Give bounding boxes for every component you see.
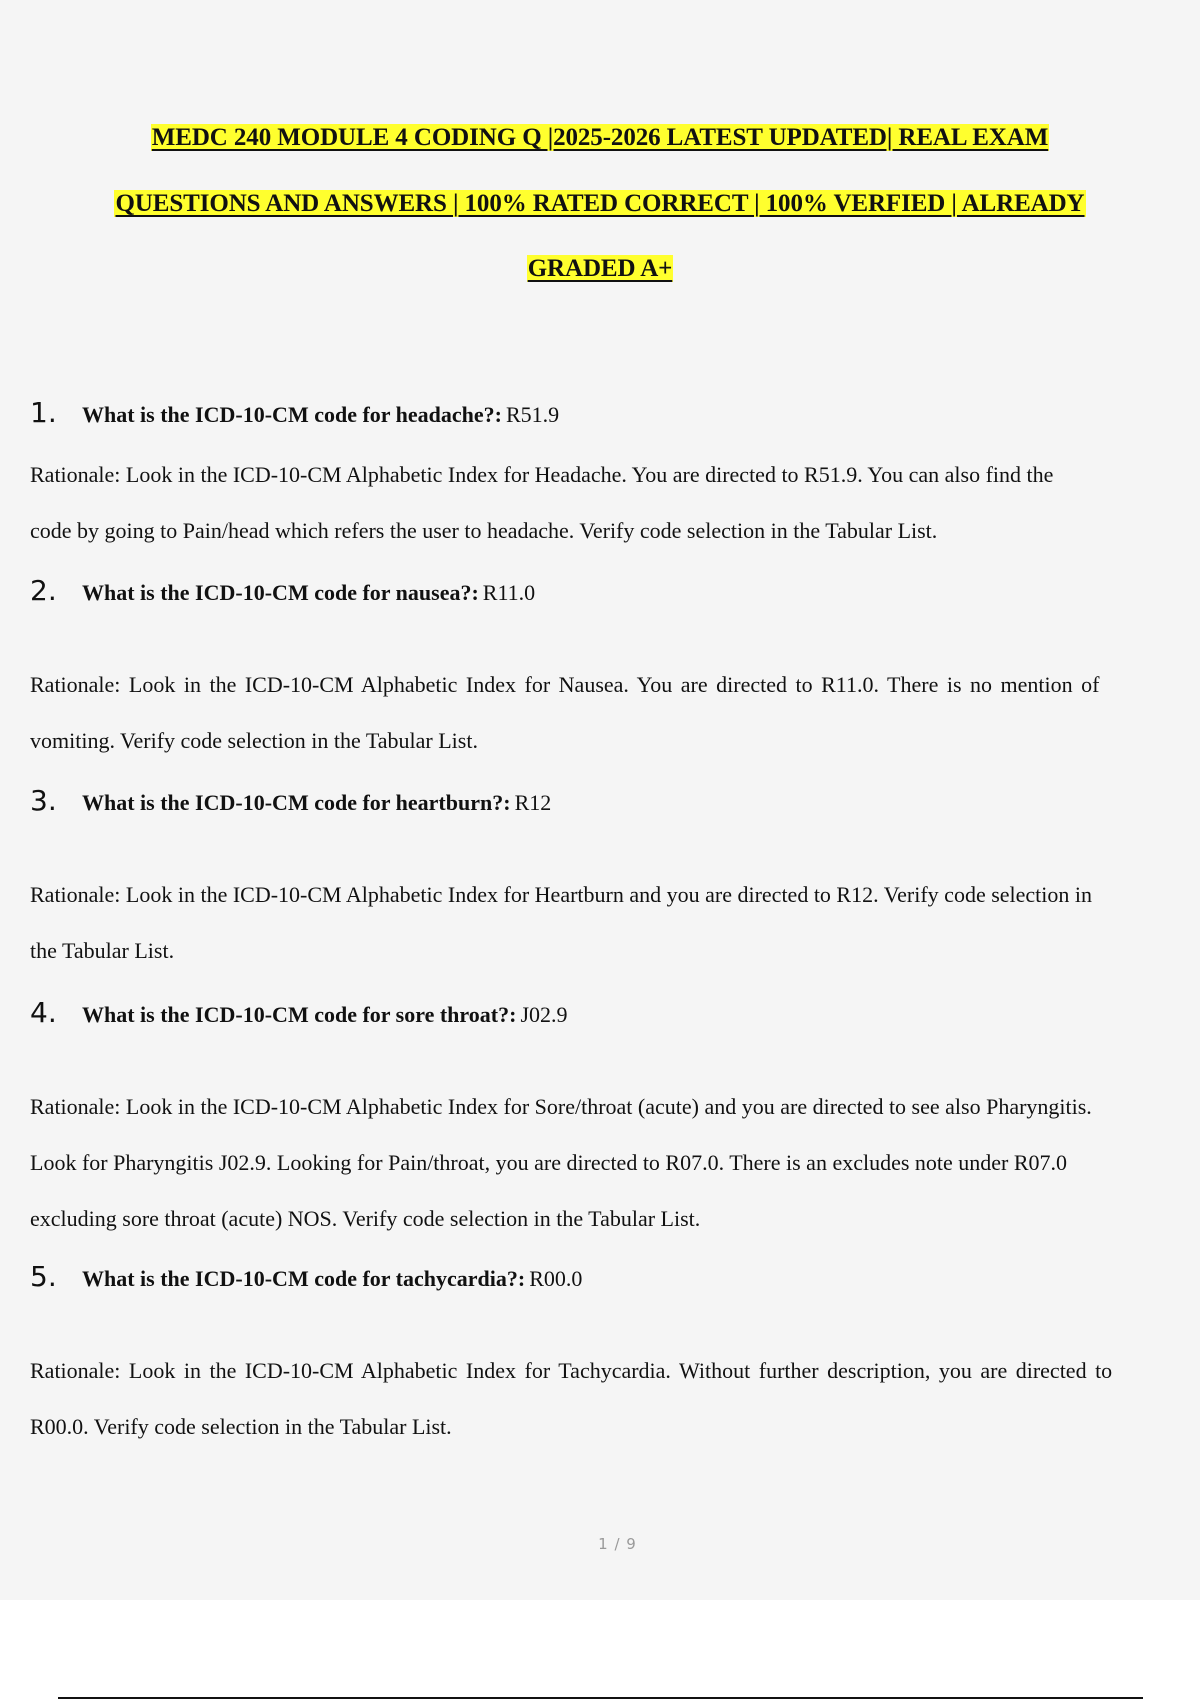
- question-2: [30, 574, 535, 607]
- rationale-3: [30, 867, 1200, 979]
- next-page-divider: [58, 1697, 1143, 1699]
- title-line-1: [0, 122, 1200, 154]
- rationale-line: Rationale: Look in the ICD-10-CM Alphabetic Index for Nausea. You are directed to R11.0. There is no mention of: [30, 672, 1100, 697]
- rationale-2: [30, 657, 1200, 769]
- rationale-line: vomiting. Verify code selection in the Tabular List.: [30, 728, 478, 753]
- question-answer: J02.9: [520, 1002, 568, 1027]
- rationale-1: [30, 447, 1200, 559]
- question-text: What is the ICD-10-CM code for sore throat?:: [82, 1002, 517, 1027]
- rationale-line: code by going to Pain/head which refers the user to headache. Verify code selection in the Tabular List.: [30, 518, 938, 543]
- question-5: [30, 1260, 582, 1293]
- question-answer: R12: [514, 790, 552, 815]
- question-answer: R11.0: [482, 580, 536, 605]
- question-text: What is the ICD-10-CM code for tachycardia?:: [82, 1266, 526, 1291]
- title-line-text: QUESTIONS AND ANSWERS | 100% RATED CORRECT | 100% VERFIED | ALREADY: [115, 190, 1085, 217]
- rationale-line: excluding sore throat (acute) NOS. Verify code selection in the Tabular List.: [30, 1206, 701, 1231]
- rationale-line: Rationale: Look in the ICD-10-CM Alphabetic Index for Tachycardia. Without further description, you are directed to: [30, 1358, 1113, 1383]
- question-answer: R00.0: [529, 1266, 583, 1291]
- question-4: [30, 996, 568, 1029]
- question-number: 3.: [30, 784, 57, 817]
- question-1: [30, 396, 559, 429]
- question-answer: R51.9: [506, 402, 560, 427]
- question-number: 5.: [30, 1260, 57, 1293]
- next-page-preview: [60, 1600, 1200, 1700]
- question-3: [30, 784, 551, 817]
- title-line-text: MEDC 240 MODULE 4 CODING Q |2025-2026 LATEST UPDATED| REAL EXAM: [151, 124, 1049, 151]
- title-line-3: [0, 253, 1200, 285]
- question-text: What is the ICD-10-CM code for heartburn?:: [82, 790, 511, 815]
- title-line-2: [0, 188, 1200, 220]
- page-indicator: 1 / 9: [598, 1535, 637, 1553]
- title-line-text: GRADED A+: [527, 255, 673, 282]
- rationale-line: the Tabular List.: [30, 938, 175, 963]
- rationale-line: Look for Pharyngitis J02.9. Looking for Pain/throat, you are directed to R07.0. There is an excludes note under R07.0: [30, 1150, 1068, 1175]
- question-text: What is the ICD-10-CM code for headache?:: [82, 402, 502, 427]
- rationale-5: [30, 1343, 1200, 1455]
- question-number: 2.: [30, 574, 57, 607]
- rationale-line: Rationale: Look in the ICD-10-CM Alphabetic Index for Headache. You are directed to R51.9. You can also find the: [30, 462, 1054, 487]
- question-number: 4.: [30, 996, 57, 1029]
- rationale-line: Rationale: Look in the ICD-10-CM Alphabetic Index for Heartburn and you are directed to R12. Verify code selection in: [30, 882, 1093, 907]
- rationale-line: R00.0. Verify code selection in the Tabular List.: [30, 1414, 452, 1439]
- rationale-line: Rationale: Look in the ICD-10-CM Alphabetic Index for Sore/throat (acute) and you are directed to see also Pharyngitis.: [30, 1094, 1092, 1119]
- question-text: What is the ICD-10-CM code for nausea?:: [82, 580, 479, 605]
- question-number: 1.: [30, 396, 57, 429]
- rationale-4: [30, 1079, 1200, 1247]
